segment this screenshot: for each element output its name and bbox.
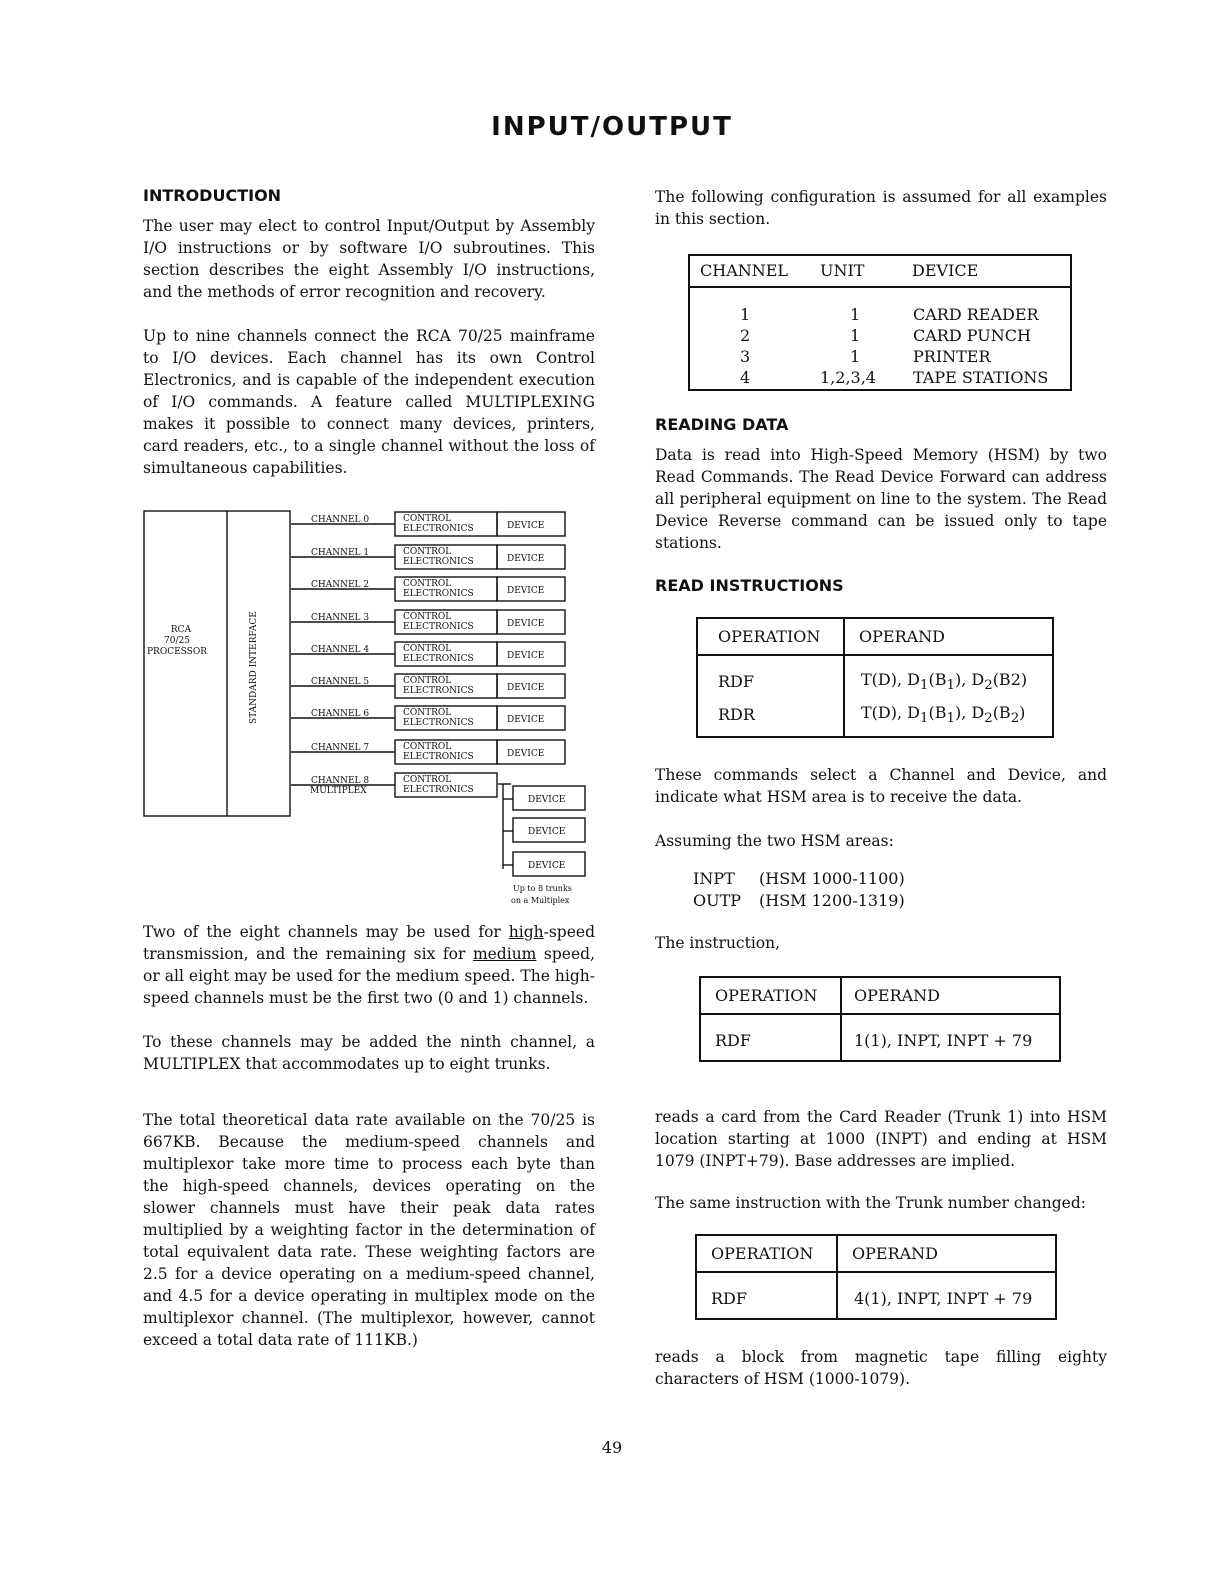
left-column xyxy=(143,186,595,1351)
right-column xyxy=(655,186,1107,1390)
electronics-label-8: ELECTRONICS xyxy=(403,785,474,795)
electronics-label-5: ELECTRONICS xyxy=(403,686,474,696)
multiplex-device-label-2: DEVICE xyxy=(528,827,566,837)
electronics-label-3: ELECTRONICS xyxy=(403,622,474,632)
control-label-4: CONTROL xyxy=(403,644,452,654)
config-row: 2 1 CARD PUNCH xyxy=(740,326,1031,345)
hsm-areas xyxy=(693,868,1107,912)
device-label-6: DEVICE xyxy=(507,715,545,725)
channel-diagram-svg xyxy=(143,499,595,909)
channel-label-5: CHANNEL 5 xyxy=(311,677,370,687)
t3-header-operand: OPERAND xyxy=(854,986,940,1006)
speed-text-b: -speed transmission, and the remaining six for xyxy=(143,923,595,963)
electronics-label-2: ELECTRONICS xyxy=(403,589,474,599)
multiplex-label: MULTIPLEX xyxy=(310,786,367,796)
t4-header-operand: OPERAND xyxy=(852,1244,938,1264)
page-title: INPUT/OUTPUT xyxy=(491,112,733,142)
config-row: 3 1 PRINTER xyxy=(740,347,991,366)
reads-card-paragraph: reads a card from the Card Reader (Trunk 1) into HSM location starting at 1000 (INPT) and ending at HSM 1079 (INPT+79). Base addresses are implied. xyxy=(655,1108,1107,1171)
config-header-device: DEVICE xyxy=(912,261,979,280)
config-header-channel: CHANNEL xyxy=(700,261,789,280)
t2-header-operand: OPERAND xyxy=(859,627,945,646)
processor-label-2: 70/25 xyxy=(164,636,190,646)
channel-label-7: CHANNEL 7 xyxy=(311,743,370,753)
same-instruction-paragraph: The same instruction with the Trunk number changed: xyxy=(655,1194,1086,1213)
processor-label-3: PROCESSOR xyxy=(147,647,207,657)
t2-row-rdf: RDF T(D), $D_1(B_1)$, $D_2(B2)$ xyxy=(697,655,1053,697)
t2-header-operation: OPERATION xyxy=(697,618,844,655)
control-label-3: CONTROL xyxy=(403,612,452,622)
multiplex-paragraph: To these channels may be added the ninth channel, a MULTIPLEX that accommodates up to eight trunks. xyxy=(143,1033,595,1073)
t4-row: RDF 4(1), INPT, INPT + 79 xyxy=(696,1272,1056,1319)
interface-label: STANDARD INTERFACE xyxy=(249,611,259,724)
speed-text-medium: medium xyxy=(472,945,537,963)
config-header-unit: UNIT xyxy=(820,261,865,280)
assuming-paragraph: Assuming the two HSM areas: xyxy=(655,832,894,851)
intro-paragraph-2: Up to nine channels connect the RCA 70/25 mainframe to I/O devices. Each channel has its own Control Electronics, and is capable of the independent execution of I/O commands. A feature called MULTIPLEXING makes it possible to connect many devices, printers, card readers, etc., to a single channel without the loss of simultaneous capabilities. xyxy=(143,327,595,477)
channels-speed-paragraph xyxy=(143,921,595,1009)
electronics-label-6: ELECTRONICS xyxy=(403,718,474,728)
channel-label-4: CHANNEL 4 xyxy=(311,645,370,655)
control-label-1: CONTROL xyxy=(403,547,452,557)
multiplex-device-label-3: DEVICE xyxy=(528,861,566,871)
example-table-1 xyxy=(699,976,1061,1062)
processor-label-1: RCA xyxy=(170,625,192,635)
speed-text-c: speed, or all eight may be used for the medium speed. The high-speed channels must be the first two (0 and 1) channels. xyxy=(143,945,596,1007)
page-number: 49 xyxy=(601,1438,623,1457)
hsm-area-outp: OUTP (HSM 1200-1319) xyxy=(693,891,905,911)
electronics-label-1: ELECTRONICS xyxy=(403,557,474,567)
device-label-7: DEVICE xyxy=(507,749,545,759)
config-table xyxy=(688,254,1072,391)
trunk-note-2: on a Multiplex xyxy=(511,896,570,905)
electronics-label-0: ELECTRONICS xyxy=(403,524,474,534)
config-row: 4 1,2,3,4 TAPE STATIONS xyxy=(740,368,1049,387)
channel-diagram xyxy=(143,499,595,909)
reading-data-paragraph: Data is read into High-Speed Memory (HSM) by two Read Commands. The Read Device Forward can address all peripheral equipment on line to the system. The Read Device Reverse command can be issued only to tape stations. xyxy=(655,446,1107,552)
processor-box xyxy=(144,511,290,816)
channel-label-2: CHANNEL 2 xyxy=(311,580,370,590)
t3-header-operation: OPERATION xyxy=(700,977,841,1014)
control-label-5: CONTROL xyxy=(403,676,452,686)
speed-text-a: Two of the eight channels may be used for xyxy=(143,923,509,941)
electronics-label-4: ELECTRONICS xyxy=(403,654,474,664)
device-label-4: DEVICE xyxy=(507,651,545,661)
control-label-0: CONTROL xyxy=(403,514,452,524)
device-label-0: DEVICE xyxy=(507,521,545,531)
electronics-label-7: ELECTRONICS xyxy=(403,752,474,762)
device-label-5: DEVICE xyxy=(507,683,545,693)
device-label-1: DEVICE xyxy=(507,554,545,564)
multiplex-device-label-1: DEVICE xyxy=(528,795,566,805)
select-paragraph: These commands select a Channel and Device, and indicate what HSM area is to receive the data. xyxy=(655,766,1107,807)
speed-text-high: high xyxy=(508,923,544,941)
read-instructions-heading: READ INSTRUCTIONS xyxy=(655,576,844,595)
config-intro: The following configuration is assumed for all examples in this section. xyxy=(655,188,1107,228)
control-label-8: CONTROL xyxy=(403,775,452,785)
reading-data-heading: READING DATA xyxy=(655,415,789,434)
read-instructions-table xyxy=(696,617,1054,738)
t4-header-operation: OPERATION xyxy=(696,1235,837,1272)
control-label-7: CONTROL xyxy=(403,742,452,752)
channel-label-6: CHANNEL 6 xyxy=(311,709,370,719)
control-label-2: CONTROL xyxy=(403,579,452,589)
trunk-note-1: Up to 8 trunks xyxy=(513,884,572,893)
t3-row: RDF 1(1), INPT, INPT + 79 xyxy=(700,1014,1060,1061)
example-table-2 xyxy=(695,1234,1057,1320)
channel-label-0: CHANNEL 0 xyxy=(311,515,370,525)
channel-label-3: CHANNEL 3 xyxy=(311,613,370,623)
config-row: 1 1 CARD READER xyxy=(740,305,1039,324)
control-label-6: CONTROL xyxy=(403,708,452,718)
t2-row-rdr: RDR T(D), $D_1(B_1)$, $D_2(B_2)$ xyxy=(697,697,1053,737)
channel-label-1: CHANNEL 1 xyxy=(311,548,370,558)
channel-label-8: CHANNEL 8 xyxy=(311,776,370,786)
instruction-paragraph: The instruction, xyxy=(655,934,781,953)
hsm-area-inpt: INPT (HSM 1000-1100) xyxy=(693,869,905,889)
device-label-2: DEVICE xyxy=(507,586,545,596)
intro-paragraph-1: The user may elect to control Input/Output by Assembly I/O instructions or by software I/O subroutines. This section describes the eight Assembly I/O instructions, and the methods of error recognition and recovery. xyxy=(143,217,595,301)
intro-heading: INTRODUCTION xyxy=(143,186,282,205)
data-rate-paragraph: The total theoretical data rate available on the 70/25 is 667KB. Because the medium-speed channels and multiplexor take more time to process each byte than the high-speed channels, devices operating on the slower channels must have their peak data rates multiplied by a weighting factor in the determination of total equivalent data rate. These weighting factors are 2.5 for a device operating on a medium-speed channel, and 4.5 for a device operating in multiplex mode on the multiplexor channel. (The multiplexor, however, cannot exceed a total data rate of 111KB.) xyxy=(143,1111,595,1349)
reads-block-paragraph: reads a block from magnetic tape filling eighty characters of HSM (1000-1079). xyxy=(655,1348,1107,1389)
device-label-3: DEVICE xyxy=(507,619,545,629)
